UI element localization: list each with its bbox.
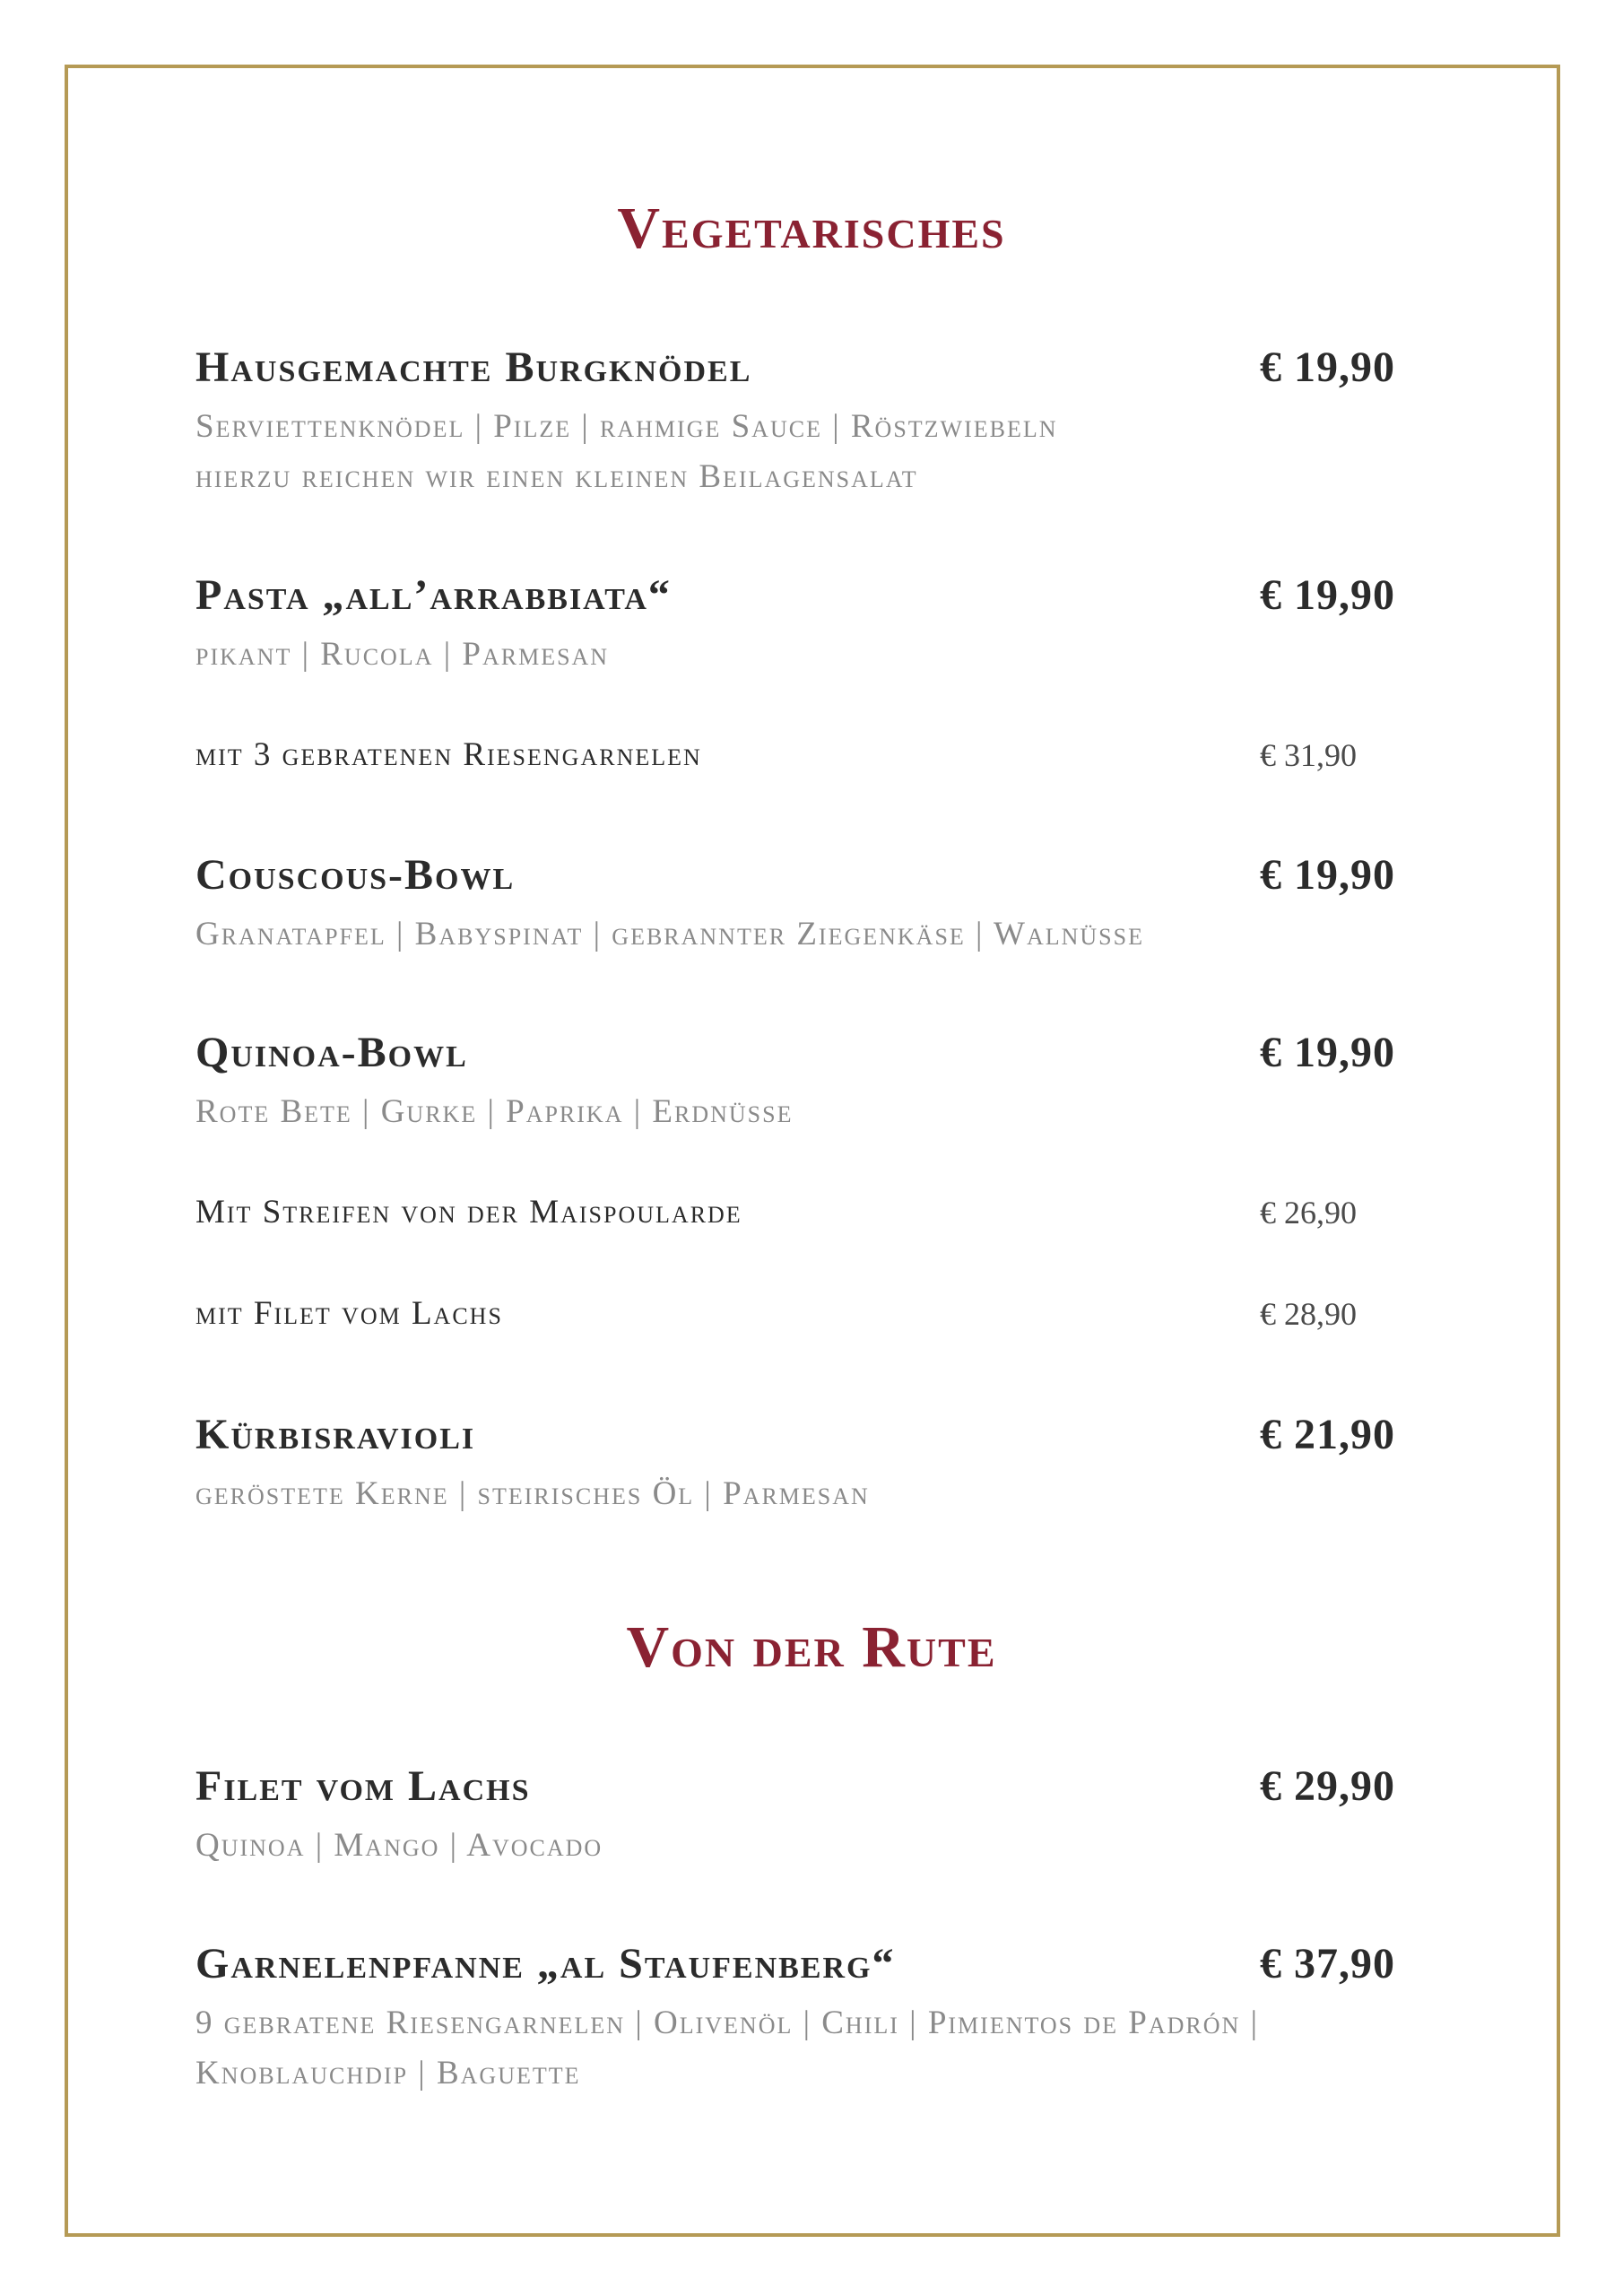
extra-option-name: Mit Streifen von der Maispoularde	[195, 1194, 742, 1231]
extra-option-price: € 31,90	[1260, 737, 1357, 773]
dish-price: € 19,90	[1260, 1029, 1395, 1076]
dish-price: € 29,90	[1260, 1762, 1395, 1810]
section-title-vegetarisches: Vegetarisches	[617, 196, 1006, 261]
dish-price: € 19,90	[1260, 344, 1395, 391]
section-title-von-der-rute: Von der Rute	[626, 1614, 997, 1680]
dish-name: Quinoa-Bowl	[195, 1029, 468, 1076]
dish-description: Serviettenknödel | Pilze | rahmige Sauce | Röstzwiebeln	[195, 408, 1058, 445]
dish-description: hierzu reichen wir einen kleinen Beilagensalat	[195, 458, 918, 495]
dish-name: Hausgemachte Burgknödel	[195, 344, 752, 391]
dish-description: pikant | Rucola | Parmesan	[195, 636, 610, 673]
dish-price: € 19,90	[1260, 851, 1395, 899]
dish-description: Quinoa | Mango | Avocado	[195, 1827, 603, 1864]
dish-description: Knoblauchdip | Baguette	[195, 2055, 581, 2092]
dish-name: Garnelenpfanne „al Staufenberg“	[195, 1940, 896, 1987]
dish-name: Pasta „all’arrabbiata“	[195, 571, 672, 619]
dish-description: Granatapfel | Babyspinat | gebrannter Ziegenkäse | Walnüsse	[195, 916, 1144, 952]
extra-option-price: € 26,90	[1260, 1195, 1357, 1231]
extra-option-name: mit 3 gebratenen Riesengarnelen	[195, 736, 702, 773]
dish-description: geröstete Kerne | steirisches Öl | Parmesan	[195, 1475, 870, 1512]
dish-name: Kürbisravioli	[195, 1411, 476, 1458]
extra-option-price: € 28,90	[1260, 1296, 1357, 1332]
dish-price: € 37,90	[1260, 1940, 1395, 1987]
dish-description: 9 gebratene Riesengarnelen | Olivenöl | Chili | Pimientos de Padrón |	[195, 2005, 1259, 2041]
dish-price: € 21,90	[1260, 1411, 1395, 1458]
extra-option-name: mit Filet vom Lachs	[195, 1295, 503, 1332]
dish-name: Couscous-Bowl	[195, 851, 516, 899]
dish-description: Rote Bete | Gurke | Paprika | Erdnüsse	[195, 1093, 794, 1130]
dish-name: Filet vom Lachs	[195, 1762, 531, 1810]
dish-price: € 19,90	[1260, 571, 1395, 619]
